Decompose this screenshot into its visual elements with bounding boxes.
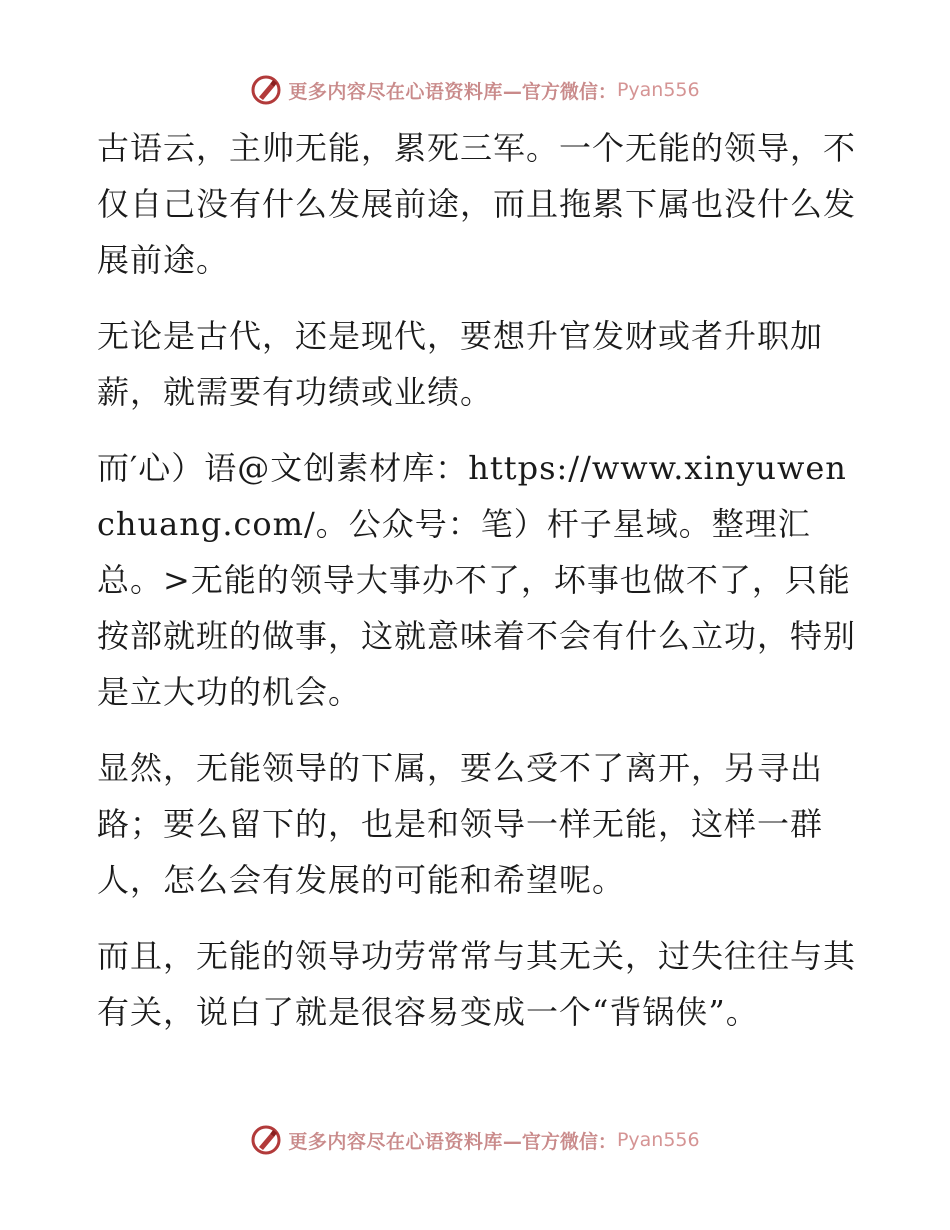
- banner-text: 更多内容尽在心语资料库: [288, 1130, 503, 1153]
- paragraph-1: 古语云，主帅无能，累死三军。一个无能的领导，不仅自己没有什么发展前途，而且拖累下属也没什么发展前途。: [97, 129, 857, 279]
- paragraph-5: 而且，无能的领导功劳常常与其无关，过失往往与其有关，说白了就是很容易变成一个“背锅侠”。: [97, 937, 857, 1031]
- banner-wechat-id: Pyan556: [616, 1129, 700, 1151]
- paragraph-3: 而′心）语@文创素材库：https://www.xinyuwenchuang.com/。公众号：笔）杆子星域。整理汇总。>无能的领导大事办不了，坏事也做不了，只能按部就班的做事，这就意味着不会有什么立功，特别是立大功的机会。: [97, 449, 857, 711]
- paragraph-2: 无论是古代，还是现代，要想升官发财或者升职加薪，就需要有功绩或业绩。: [97, 317, 824, 411]
- article-body: [97, 120, 857, 1060]
- banner-wechat-id: Pyan556: [616, 79, 700, 101]
- pen-logo-icon: [250, 1124, 282, 1156]
- pen-logo-icon: [250, 74, 282, 106]
- banner-wechat-label: —官方微信：: [502, 80, 617, 103]
- banner-text: 更多内容尽在心语资料库: [288, 80, 503, 103]
- header-watermark-banner: [0, 70, 950, 110]
- paragraph-4: 显然，无能领导的下属，要么受不了离开，另寻出路；要么留下的，也是和领导一样无能，这样一群人，怎么会有发展的可能和希望呢。: [97, 749, 824, 899]
- footer-watermark-banner: [0, 1120, 950, 1160]
- banner-wechat-label: —官方微信：: [502, 1130, 617, 1153]
